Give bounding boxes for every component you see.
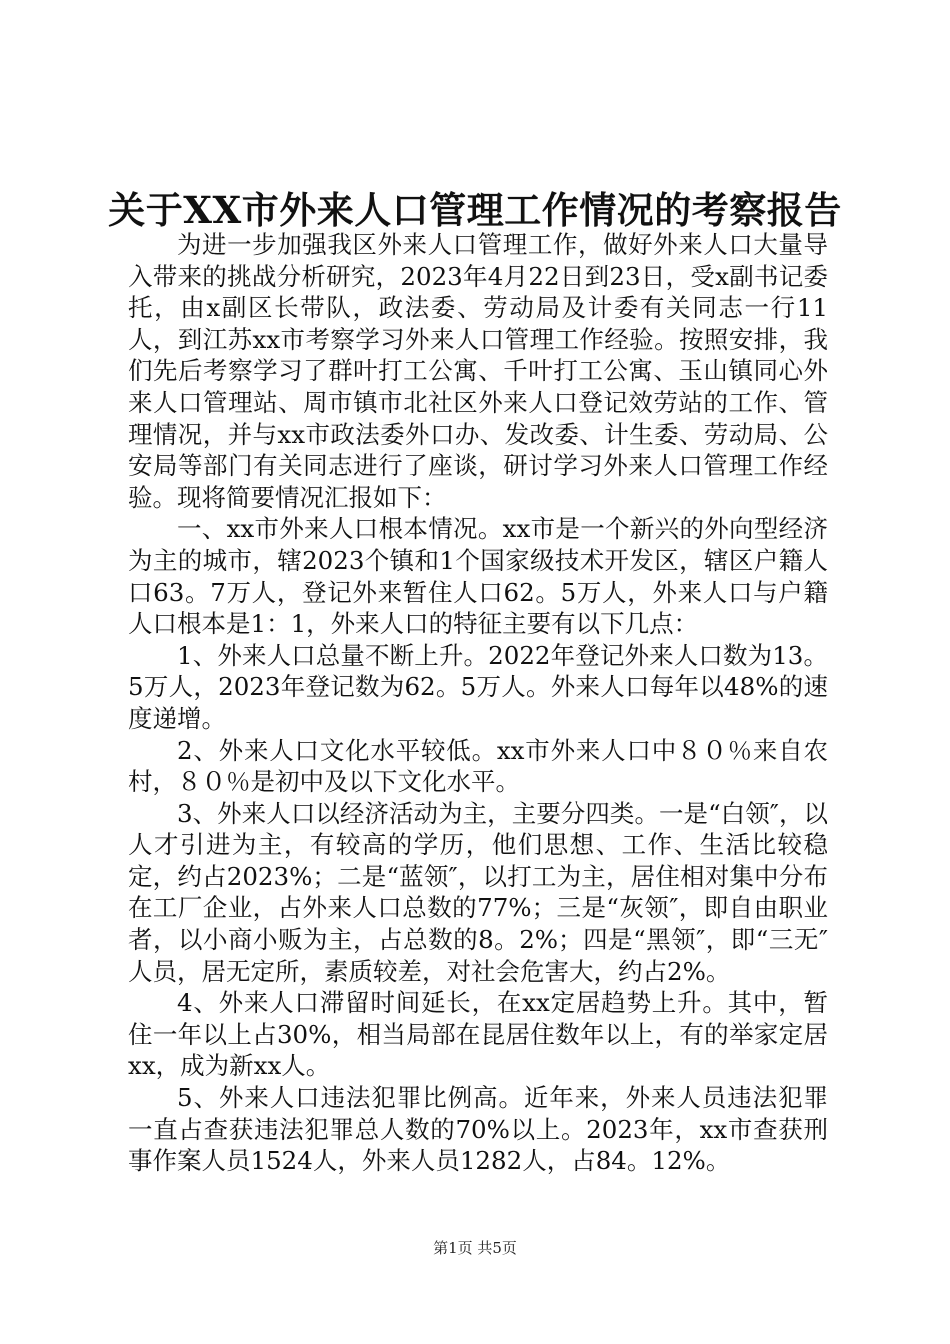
paragraph-point-2: 2、外来人口文化水平较低。xx市外来人口中８０％来自农村，８０％是初中及以下文化水平。 — [128, 735, 828, 797]
document-title: 关于XX市外来人口管理工作情况的考察报告 — [108, 188, 842, 232]
paragraph-point-5: 5、外来人口违法犯罪比例高。近年来，外来人员违法犯罪一直占查获违法犯罪总人数的70%以上。2023年，xx市查获刑事作案人员1524人，外来人员1282人，占84。12%。 — [128, 1083, 828, 1176]
paragraph-point-4: 4、外来人口滞留时间延长，在xx定居趋势上升。其中，暂住一年以上占30%，相当局部在昆居住数年以上，有的举家定居xx，成为新xx人。 — [128, 988, 828, 1081]
paragraph-point-3: 3、外来人口以经济活动为主，主要分四类。一是“白领″，以人才引进为主，有较高的学历，他们思想、工作、生活比较稳定，约占2023%；二是“蓝领″，以打工为主，居住相对集中分布在工厂企业，占外来人口总数的77%；三是“灰领″，即自由职业者，以小商小贩为主，占总数的8。2%；四是“黑领″，即“三无″人员，居无定所，素质较差，对社会危害大，约占2%。 — [128, 798, 828, 986]
paragraph-section-1: 一、xx市外来人口根本情况。xx市是一个新兴的外向型经济为主的城市，辖2023个镇和1个国家级技术开发区，辖区户籍人口63。7万人，登记外来暂住人口62。5万人，外来人口与户籍人口根本是1：1，外来人口的特征主要有以下几点： — [128, 514, 828, 639]
document-body — [128, 229, 828, 1177]
paragraph-intro: 为进一步加强我区外来人口管理工作，做好外来人口大量导入带来的挑战分析研究，2023年4月22日到23日，受x副书记委托，由x副区长带队，政法委、劳动局及计委有关同志一行11人，到江苏xx市考察学习外来人口管理工作经验。按照安排，我们先后考察学习了群叶打工公寓、千叶打工公寓、玉山镇同心外来人口管理站、周市镇市北社区外来人口登记效劳站的工作、管理情况，并与xx市政法委外口办、发改委、计生委、劳动局、公安局等部门有关同志进行了座谈，研讨学习外来人口管理工作经验。现将简要情况汇报如下： — [128, 230, 828, 512]
paragraph-point-1: 1、外来人口总量不断上升。2022年登记外来人口数为13。5万人，2023年登记数为62。5万人。外来人口每年以48%的速度递增。 — [128, 640, 828, 733]
page-number-footer: 第1页 共5页 — [433, 1239, 517, 1257]
